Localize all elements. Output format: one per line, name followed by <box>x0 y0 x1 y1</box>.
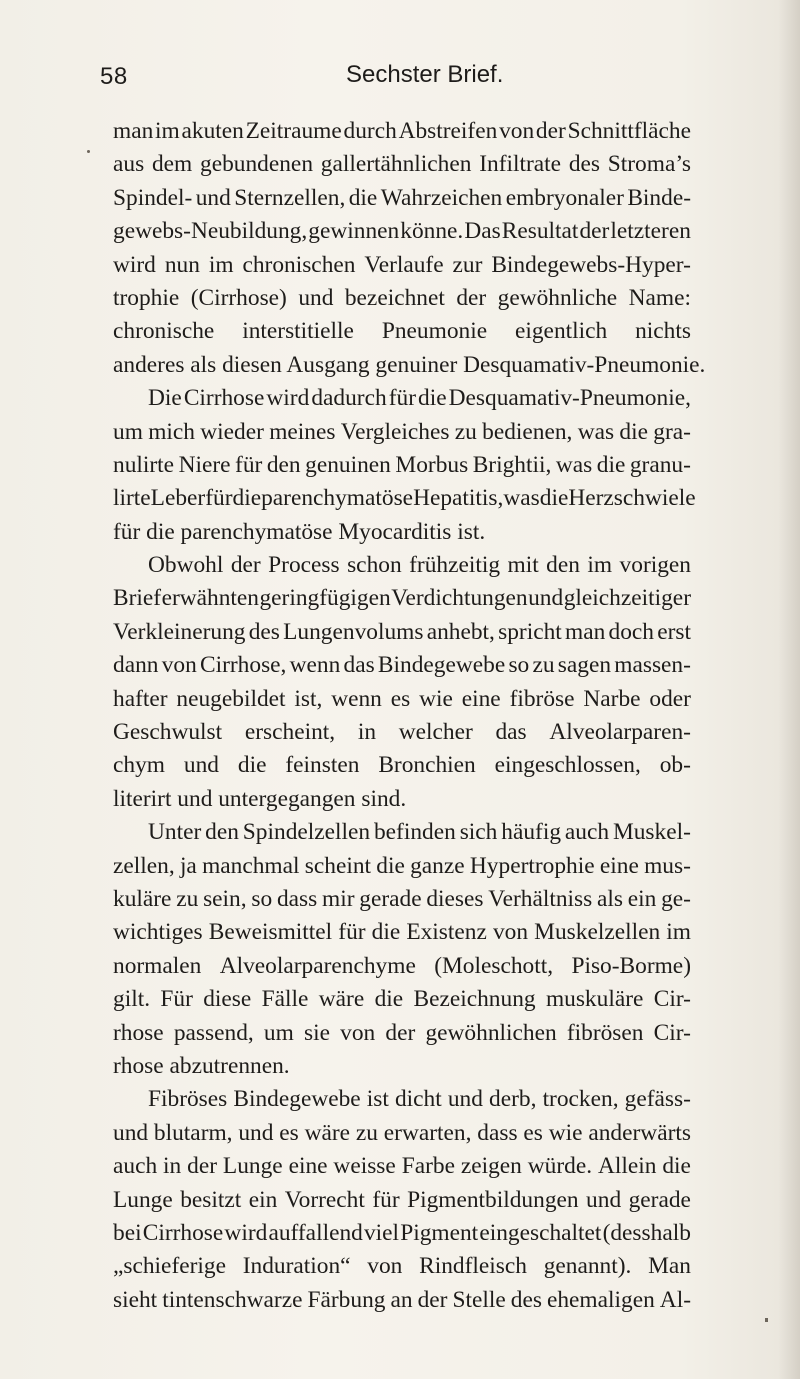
text-line: dann von Cirrhose, wenn das Bindegewebe so zu sagen massen- <box>113 652 691 679</box>
text-line: und blutarm, und es wäre zu erwarten, dass es wie anderwärts <box>113 1119 691 1146</box>
text-line: hafter neugebildet ist, wenn es wie eine fibröse Narbe oder <box>113 685 691 712</box>
text-line: chronische interstitielle Pneumonie eigentlich nichts <box>113 318 691 345</box>
text-line: man im akuten Zeitraume durch Abstreifen von der Schnittfläche <box>113 118 691 144</box>
print-speck <box>87 150 90 153</box>
text-line: wichtiges Beweismittel für die Existenz von Muskelzellen im <box>113 919 691 946</box>
text-line: für die parenchymatöse Myocarditis ist. <box>113 518 486 545</box>
text-line: nulirte Niere für den genuinen Morbus Brightii, was die granu- <box>113 451 691 478</box>
text-line: um mich wieder meines Vergleiches zu bedienen, was die gra- <box>113 418 691 445</box>
text-line: sieht tintenschwarze Färbung an der Stelle des ehemaligen Al- <box>113 1286 691 1313</box>
text-line: zellen, ja manchmal scheint die ganze Hypertrophie eine mus- <box>113 852 691 879</box>
text-line: lirte Leber für die parenchymatöse Hepatitis, was die Herzschwiele <box>113 485 696 512</box>
text-line: kuläre zu sein, so dass mir gerade dieses Verhältniss als ein ge- <box>113 885 691 912</box>
text-line: Brief erwähnten geringfügigen Verdichtungen und gleichzeitiger <box>113 585 691 612</box>
text-line: Spindel- und Sternzellen, die Wahrzeichen embryonaler Binde- <box>113 184 691 211</box>
text-line: gewebs-Neubildung, gewinnen könne. Das Resultat der letzteren <box>113 218 691 245</box>
text-line: Obwohl der Process schon frühzeitig mit den im vorigen <box>148 552 691 579</box>
page-edge-shadow <box>778 0 800 1379</box>
text-line: Fibröses Bindegewebe ist dicht und derb, trocken, gefäss- <box>148 1086 691 1113</box>
text-line: Lunge besitzt ein Vorrecht für Pigmentbildungen und gerade <box>113 1186 691 1213</box>
text-line: rhose abzutrennen. <box>113 1052 290 1079</box>
text-line: gilt. Für diese Fälle wäre die Bezeichnung muskuläre Cir- <box>113 986 691 1013</box>
text-line: normalen Alveolarparenchyme (Moleschott, Piso-Borme) <box>113 952 691 979</box>
text-line: Die Cirrhose wird dadurch für die Desquamativ-Pneumonie, <box>148 385 691 412</box>
text-line: „schieferige Induration“ von Rindfleisch genannt). Man <box>113 1253 691 1280</box>
text-line: Geschwulst erscheint, in welcher das Alveolarparen- <box>113 719 691 746</box>
text-line: Unter den Spindelzellen befinden sich häufig auch Muskel- <box>148 819 691 846</box>
text-line: literirt und untergegangen sind. <box>113 785 407 812</box>
body-text <box>113 115 706 1317</box>
page-number: 58 <box>100 63 128 90</box>
text-line: anderes als diesen Ausgang genuiner Desquamativ-Pneumonie. <box>113 351 706 378</box>
running-title: Sechster Brief. <box>346 61 504 88</box>
text-line: aus dem gebundenen gallertähnlichen Infiltrate des Stroma’s <box>113 151 691 178</box>
text-line: trophie (Cirrhose) und bezeichnet der gewöhnliche Name: <box>113 284 691 311</box>
text-line: auch in der Lunge eine weisse Farbe zeigen würde. Allein die <box>113 1153 691 1180</box>
text-line: chym und die feinsten Bronchien eingeschlossen, ob- <box>113 752 691 779</box>
text-line: rhose passend, um sie von der gewöhnlichen fibrösen Cir- <box>113 1019 691 1046</box>
text-line: wird nun im chronischen Verlaufe zur Bindegewebs-Hyper- <box>113 251 691 278</box>
print-speck <box>765 1318 768 1322</box>
text-line: bei Cirrhose wird auffallend viel Pigment eingeschaltet (desshalb <box>113 1219 691 1246</box>
text-line: Verkleinerung des Lungenvolums anhebt, spricht man doch erst <box>113 618 691 645</box>
